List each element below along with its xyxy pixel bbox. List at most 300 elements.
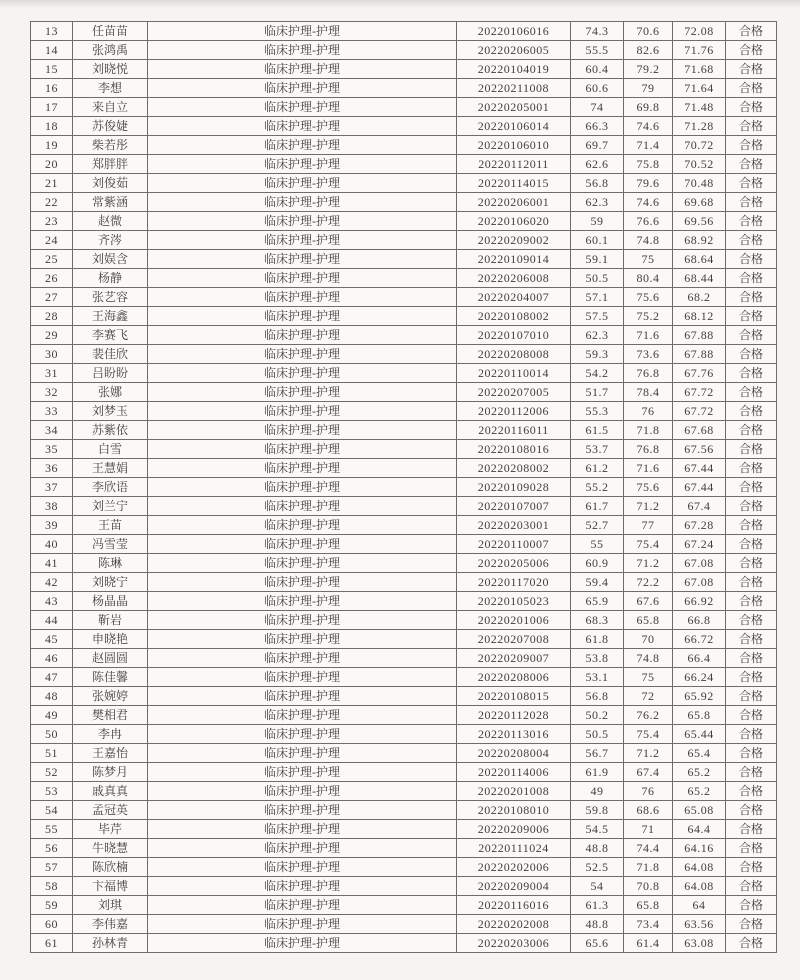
name-cell: 李欣语 [73, 478, 148, 497]
result-cell: 合格 [726, 516, 777, 535]
total-score-cell: 71.64 [673, 79, 726, 98]
result-cell: 合格 [726, 649, 777, 668]
total-score-cell: 71.28 [673, 117, 726, 136]
exam-id-cell: 20220206001 [457, 193, 571, 212]
row-number-cell: 29 [31, 326, 73, 345]
table-row [31, 934, 777, 953]
result-cell: 合格 [726, 79, 777, 98]
table-row [31, 516, 777, 535]
major-cell: 临床护理-护理 [148, 459, 457, 478]
exam-id-cell: 20220211008 [457, 79, 571, 98]
name-cell: 张娜 [73, 383, 148, 402]
score1-cell: 53.8 [571, 649, 624, 668]
major-cell: 临床护理-护理 [148, 592, 457, 611]
table-row [31, 668, 777, 687]
score2-cell: 67.6 [624, 592, 673, 611]
major-cell: 临床护理-护理 [148, 554, 457, 573]
total-score-cell: 72.08 [673, 22, 726, 41]
score1-cell: 53.1 [571, 668, 624, 687]
result-cell: 合格 [726, 383, 777, 402]
table-row [31, 573, 777, 592]
table-row [31, 41, 777, 60]
score1-cell: 59.8 [571, 801, 624, 820]
exam-id-cell: 20220114015 [457, 174, 571, 193]
total-score-cell: 66.8 [673, 611, 726, 630]
major-cell: 临床护理-护理 [148, 364, 457, 383]
name-cell: 来自立 [73, 98, 148, 117]
score1-cell: 55.3 [571, 402, 624, 421]
result-cell: 合格 [726, 136, 777, 155]
score2-cell: 71.6 [624, 459, 673, 478]
result-cell: 合格 [726, 934, 777, 953]
score1-cell: 65.6 [571, 934, 624, 953]
row-number-cell: 24 [31, 231, 73, 250]
result-cell: 合格 [726, 611, 777, 630]
score1-cell: 66.3 [571, 117, 624, 136]
total-score-cell: 70.48 [673, 174, 726, 193]
table-row [31, 345, 777, 364]
row-number-cell: 46 [31, 649, 73, 668]
exam-id-cell: 20220109014 [457, 250, 571, 269]
result-cell: 合格 [726, 858, 777, 877]
score2-cell: 77 [624, 516, 673, 535]
exam-id-cell: 20220209006 [457, 820, 571, 839]
major-cell: 临床护理-护理 [148, 934, 457, 953]
result-cell: 合格 [726, 41, 777, 60]
table-row [31, 402, 777, 421]
result-cell: 合格 [726, 668, 777, 687]
total-score-cell: 67.24 [673, 535, 726, 554]
table-row [31, 763, 777, 782]
table-row [31, 649, 777, 668]
major-cell: 临床护理-护理 [148, 725, 457, 744]
major-cell: 临床护理-护理 [148, 649, 457, 668]
major-cell: 临床护理-护理 [148, 155, 457, 174]
major-cell: 临床护理-护理 [148, 60, 457, 79]
major-cell: 临床护理-护理 [148, 478, 457, 497]
exam-id-cell: 20220204007 [457, 288, 571, 307]
score2-cell: 76 [624, 782, 673, 801]
exam-id-cell: 20220110007 [457, 535, 571, 554]
result-cell: 合格 [726, 231, 777, 250]
score2-cell: 72 [624, 687, 673, 706]
score2-cell: 75.6 [624, 478, 673, 497]
name-cell: 赵圆圆 [73, 649, 148, 668]
name-cell: 刘晓宁 [73, 573, 148, 592]
total-score-cell: 66.72 [673, 630, 726, 649]
total-score-cell: 67.4 [673, 497, 726, 516]
table-row [31, 478, 777, 497]
total-score-cell: 67.68 [673, 421, 726, 440]
row-number-cell: 23 [31, 212, 73, 231]
name-cell: 郑胖胖 [73, 155, 148, 174]
table-row [31, 288, 777, 307]
score1-cell: 59.3 [571, 345, 624, 364]
result-cell: 合格 [726, 763, 777, 782]
name-cell: 陈佳馨 [73, 668, 148, 687]
score2-cell: 79 [624, 79, 673, 98]
score2-cell: 75 [624, 250, 673, 269]
score2-cell: 65.8 [624, 611, 673, 630]
major-cell: 临床护理-护理 [148, 440, 457, 459]
score1-cell: 62.6 [571, 155, 624, 174]
row-number-cell: 36 [31, 459, 73, 478]
result-cell: 合格 [726, 402, 777, 421]
table-row [31, 915, 777, 934]
major-cell: 临床护理-护理 [148, 402, 457, 421]
score1-cell: 56.8 [571, 687, 624, 706]
row-number-cell: 51 [31, 744, 73, 763]
table-row [31, 174, 777, 193]
score2-cell: 80.4 [624, 269, 673, 288]
table-row [31, 383, 777, 402]
score2-cell: 76 [624, 402, 673, 421]
score2-cell: 76.6 [624, 212, 673, 231]
row-number-cell: 58 [31, 877, 73, 896]
exam-id-cell: 20220108010 [457, 801, 571, 820]
exam-id-cell: 20220109028 [457, 478, 571, 497]
row-number-cell: 33 [31, 402, 73, 421]
total-score-cell: 65.2 [673, 763, 726, 782]
row-number-cell: 37 [31, 478, 73, 497]
score2-cell: 71.2 [624, 497, 673, 516]
major-cell: 临床护理-护理 [148, 877, 457, 896]
score2-cell: 71.6 [624, 326, 673, 345]
result-cell: 合格 [726, 687, 777, 706]
score2-cell: 74.8 [624, 649, 673, 668]
table-row [31, 193, 777, 212]
exam-id-cell: 20220209007 [457, 649, 571, 668]
row-number-cell: 45 [31, 630, 73, 649]
major-cell: 临床护理-护理 [148, 345, 457, 364]
table-row [31, 687, 777, 706]
name-cell: 杨晶晶 [73, 592, 148, 611]
exam-id-cell: 20220106020 [457, 212, 571, 231]
result-cell: 合格 [726, 725, 777, 744]
row-number-cell: 40 [31, 535, 73, 554]
row-number-cell: 34 [31, 421, 73, 440]
name-cell: 卞福博 [73, 877, 148, 896]
total-score-cell: 65.8 [673, 706, 726, 725]
score2-cell: 76.8 [624, 440, 673, 459]
name-cell: 苏紫依 [73, 421, 148, 440]
total-score-cell: 67.88 [673, 326, 726, 345]
result-cell: 合格 [726, 554, 777, 573]
score2-cell: 82.6 [624, 41, 673, 60]
score1-cell: 49 [571, 782, 624, 801]
row-number-cell: 48 [31, 687, 73, 706]
exam-id-cell: 20220207008 [457, 630, 571, 649]
result-cell: 合格 [726, 877, 777, 896]
score1-cell: 61.9 [571, 763, 624, 782]
row-number-cell: 60 [31, 915, 73, 934]
row-number-cell: 19 [31, 136, 73, 155]
score2-cell: 70 [624, 630, 673, 649]
row-number-cell: 21 [31, 174, 73, 193]
row-number-cell: 55 [31, 820, 73, 839]
major-cell: 临床护理-护理 [148, 706, 457, 725]
result-cell: 合格 [726, 820, 777, 839]
score1-cell: 62.3 [571, 326, 624, 345]
table-row [31, 497, 777, 516]
score2-cell: 76.2 [624, 706, 673, 725]
table-row [31, 554, 777, 573]
score1-cell: 51.7 [571, 383, 624, 402]
major-cell: 临床护理-护理 [148, 915, 457, 934]
result-cell: 合格 [726, 193, 777, 212]
table-row [31, 858, 777, 877]
score1-cell: 61.8 [571, 630, 624, 649]
total-score-cell: 67.72 [673, 383, 726, 402]
major-cell: 临床护理-护理 [148, 288, 457, 307]
exam-id-cell: 20220110014 [457, 364, 571, 383]
score2-cell: 71.4 [624, 136, 673, 155]
result-cell: 合格 [726, 174, 777, 193]
name-cell: 刘晓悦 [73, 60, 148, 79]
major-cell: 临床护理-护理 [148, 421, 457, 440]
exam-id-cell: 20220208002 [457, 459, 571, 478]
name-cell: 王嘉怡 [73, 744, 148, 763]
exam-id-cell: 20220201008 [457, 782, 571, 801]
major-cell: 临床护理-护理 [148, 250, 457, 269]
result-cell: 合格 [726, 706, 777, 725]
table-row [31, 60, 777, 79]
total-score-cell: 64.16 [673, 839, 726, 858]
score1-cell: 59 [571, 212, 624, 231]
result-cell: 合格 [726, 497, 777, 516]
row-number-cell: 25 [31, 250, 73, 269]
score1-cell: 55.2 [571, 478, 624, 497]
major-cell: 临床护理-护理 [148, 573, 457, 592]
major-cell: 临床护理-护理 [148, 744, 457, 763]
score2-cell: 65.8 [624, 896, 673, 915]
name-cell: 王苗 [73, 516, 148, 535]
total-score-cell: 67.72 [673, 402, 726, 421]
score1-cell: 55.5 [571, 41, 624, 60]
exam-id-cell: 20220108015 [457, 687, 571, 706]
score1-cell: 61.7 [571, 497, 624, 516]
exam-id-cell: 20220203001 [457, 516, 571, 535]
name-cell: 柴若彤 [73, 136, 148, 155]
score2-cell: 71.2 [624, 744, 673, 763]
table-row [31, 269, 777, 288]
name-cell: 冯雪莹 [73, 535, 148, 554]
name-cell: 牛晓慧 [73, 839, 148, 858]
total-score-cell: 68.2 [673, 288, 726, 307]
row-number-cell: 15 [31, 60, 73, 79]
exam-id-cell: 20220104019 [457, 60, 571, 79]
major-cell: 临床护理-护理 [148, 136, 457, 155]
table-row [31, 535, 777, 554]
name-cell: 苏俊婕 [73, 117, 148, 136]
name-cell: 王海鑫 [73, 307, 148, 326]
result-cell: 合格 [726, 155, 777, 174]
major-cell: 临床护理-护理 [148, 383, 457, 402]
score1-cell: 65.9 [571, 592, 624, 611]
score2-cell: 75.4 [624, 725, 673, 744]
row-number-cell: 32 [31, 383, 73, 402]
row-number-cell: 35 [31, 440, 73, 459]
major-cell: 临床护理-护理 [148, 763, 457, 782]
exam-id-cell: 20220105023 [457, 592, 571, 611]
exam-id-cell: 20220113016 [457, 725, 571, 744]
total-score-cell: 71.48 [673, 98, 726, 117]
table-row [31, 611, 777, 630]
score2-cell: 68.6 [624, 801, 673, 820]
major-cell: 临床护理-护理 [148, 79, 457, 98]
name-cell: 裴佳欣 [73, 345, 148, 364]
score2-cell: 74.8 [624, 231, 673, 250]
name-cell: 李冉 [73, 725, 148, 744]
result-cell: 合格 [726, 117, 777, 136]
exam-id-cell: 20220112028 [457, 706, 571, 725]
major-cell: 临床护理-护理 [148, 41, 457, 60]
total-score-cell: 67.44 [673, 478, 726, 497]
table-row [31, 250, 777, 269]
name-cell: 常紫涵 [73, 193, 148, 212]
result-cell: 合格 [726, 307, 777, 326]
major-cell: 临床护理-护理 [148, 269, 457, 288]
score2-cell: 70.6 [624, 22, 673, 41]
name-cell: 陈欣楠 [73, 858, 148, 877]
exam-id-cell: 20220205006 [457, 554, 571, 573]
total-score-cell: 67.08 [673, 554, 726, 573]
major-cell: 临床护理-护理 [148, 801, 457, 820]
exam-id-cell: 20220112006 [457, 402, 571, 421]
score-table-body [31, 22, 777, 953]
name-cell: 张婉婷 [73, 687, 148, 706]
total-score-cell: 64.4 [673, 820, 726, 839]
table-row [31, 877, 777, 896]
name-cell: 李赛飞 [73, 326, 148, 345]
total-score-cell: 65.08 [673, 801, 726, 820]
exam-id-cell: 20220202006 [457, 858, 571, 877]
row-number-cell: 49 [31, 706, 73, 725]
result-cell: 合格 [726, 896, 777, 915]
score2-cell: 71.8 [624, 858, 673, 877]
score1-cell: 52.5 [571, 858, 624, 877]
table-row [31, 307, 777, 326]
table-row [31, 98, 777, 117]
total-score-cell: 67.56 [673, 440, 726, 459]
score1-cell: 74.3 [571, 22, 624, 41]
exam-id-cell: 20220201006 [457, 611, 571, 630]
table-row [31, 79, 777, 98]
exam-id-cell: 20220108016 [457, 440, 571, 459]
row-number-cell: 39 [31, 516, 73, 535]
table-row [31, 725, 777, 744]
row-number-cell: 28 [31, 307, 73, 326]
name-cell: 毕芹 [73, 820, 148, 839]
exam-id-cell: 20220208008 [457, 345, 571, 364]
exam-id-cell: 20220106014 [457, 117, 571, 136]
exam-id-cell: 20220112011 [457, 155, 571, 174]
name-cell: 孟冠英 [73, 801, 148, 820]
scan-edge-shadow [0, 0, 800, 8]
row-number-cell: 42 [31, 573, 73, 592]
total-score-cell: 68.92 [673, 231, 726, 250]
major-cell: 临床护理-护理 [148, 117, 457, 136]
row-number-cell: 27 [31, 288, 73, 307]
name-cell: 申晓艳 [73, 630, 148, 649]
exam-id-cell: 20220117020 [457, 573, 571, 592]
exam-id-cell: 20220208004 [457, 744, 571, 763]
result-cell: 合格 [726, 269, 777, 288]
total-score-cell: 63.56 [673, 915, 726, 934]
score2-cell: 75 [624, 668, 673, 687]
row-number-cell: 18 [31, 117, 73, 136]
score1-cell: 48.8 [571, 839, 624, 858]
exam-id-cell: 20220209004 [457, 877, 571, 896]
table-row [31, 592, 777, 611]
major-cell: 临床护理-护理 [148, 687, 457, 706]
table-row [31, 630, 777, 649]
name-cell: 王慧娟 [73, 459, 148, 478]
table-row [31, 231, 777, 250]
total-score-cell: 65.44 [673, 725, 726, 744]
score1-cell: 56.7 [571, 744, 624, 763]
total-score-cell: 70.72 [673, 136, 726, 155]
total-score-cell: 66.4 [673, 649, 726, 668]
row-number-cell: 30 [31, 345, 73, 364]
score2-cell: 74.6 [624, 193, 673, 212]
major-cell: 临床护理-护理 [148, 212, 457, 231]
exam-id-cell: 20220209002 [457, 231, 571, 250]
exam-id-cell: 20220203006 [457, 934, 571, 953]
score2-cell: 79.6 [624, 174, 673, 193]
table-row [31, 326, 777, 345]
name-cell: 刘娱含 [73, 250, 148, 269]
major-cell: 临床护理-护理 [148, 668, 457, 687]
major-cell: 临床护理-护理 [148, 782, 457, 801]
row-number-cell: 13 [31, 22, 73, 41]
row-number-cell: 52 [31, 763, 73, 782]
score2-cell: 75.8 [624, 155, 673, 174]
total-score-cell: 68.64 [673, 250, 726, 269]
exam-id-cell: 20220108002 [457, 307, 571, 326]
table-row [31, 440, 777, 459]
total-score-cell: 65.2 [673, 782, 726, 801]
table-row [31, 801, 777, 820]
score1-cell: 60.9 [571, 554, 624, 573]
exam-id-cell: 20220107010 [457, 326, 571, 345]
row-number-cell: 17 [31, 98, 73, 117]
score2-cell: 75.4 [624, 535, 673, 554]
row-number-cell: 26 [31, 269, 73, 288]
name-cell: 任苗苗 [73, 22, 148, 41]
score2-cell: 72.2 [624, 573, 673, 592]
major-cell: 临床护理-护理 [148, 98, 457, 117]
score1-cell: 54.2 [571, 364, 624, 383]
name-cell: 刘兰宁 [73, 497, 148, 516]
exam-id-cell: 20220116016 [457, 896, 571, 915]
total-score-cell: 65.92 [673, 687, 726, 706]
score2-cell: 75.6 [624, 288, 673, 307]
result-cell: 合格 [726, 478, 777, 497]
score1-cell: 50.2 [571, 706, 624, 725]
score2-cell: 74.4 [624, 839, 673, 858]
result-cell: 合格 [726, 440, 777, 459]
major-cell: 临床护理-护理 [148, 193, 457, 212]
major-cell: 临床护理-护理 [148, 611, 457, 630]
score2-cell: 70.8 [624, 877, 673, 896]
row-number-cell: 56 [31, 839, 73, 858]
row-number-cell: 41 [31, 554, 73, 573]
major-cell: 临床护理-护理 [148, 535, 457, 554]
total-score-cell: 71.68 [673, 60, 726, 79]
table-row [31, 212, 777, 231]
result-cell: 合格 [726, 459, 777, 478]
